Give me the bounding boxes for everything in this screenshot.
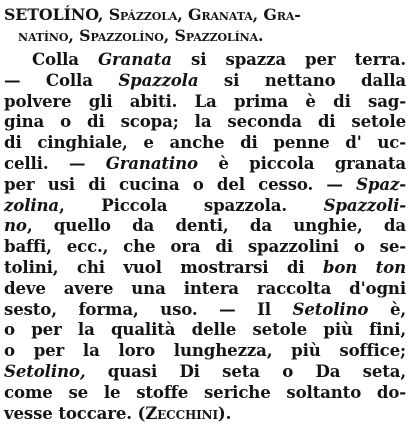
author-citation: Zecchini <box>145 402 218 423</box>
term: no <box>4 215 27 236</box>
headword-line-2: natíno, Spazzolíno, Spazzolína. <box>18 26 264 45</box>
term: Granata <box>98 49 172 69</box>
body-line: come se le stoffe seriche soltanto do- <box>4 381 406 402</box>
dictionary-entry <box>4 4 406 423</box>
term: Setolino <box>292 298 369 319</box>
body-line: o per la qualità delle setole più fini, <box>4 319 406 340</box>
term: bon ton <box>322 256 406 277</box>
body-line: tolini, chi vuol mostrarsi di bon ton <box>4 256 406 277</box>
term: Spaz- <box>356 173 406 194</box>
body-line: celli. — Granatino è piccola granata <box>4 152 406 173</box>
body-line: no, quello da denti, da unghie, da <box>4 215 406 236</box>
term: Setolino, <box>4 360 86 381</box>
body-line: deve avere una intera raccolta d'ogni <box>4 277 406 298</box>
term: zolina <box>4 194 60 215</box>
term: Spazzola <box>118 69 199 90</box>
headword-line-1 <box>4 4 406 25</box>
term: Spazzoli- <box>323 194 406 215</box>
body-line: baffi, ecc., che ora di spazzolini o se- <box>4 236 406 257</box>
body-line: sesto, forma, uso. — Il Setolino è, <box>4 298 406 319</box>
body-line: di cinghiale, e anche di penne d' uc- <box>4 132 406 153</box>
headword-variants: Spázzola, Granata, Gra- <box>108 5 301 24</box>
term: Granatino <box>105 152 198 173</box>
body-line: — Colla Spazzola si nettano dalla <box>4 69 406 90</box>
body-line: Setolino, quasi Di seta o Da seta, <box>4 360 406 381</box>
body-line: gina o di scopa; la seconda di setole <box>4 111 406 132</box>
headword-main: SETOLÍNO, <box>4 5 109 24</box>
body-line: Colla Granata si spazza per terra. <box>32 49 406 69</box>
entry-headwords <box>4 4 406 46</box>
body-line: o per la loro lunghezza, più soffice; <box>4 340 406 361</box>
entry-body <box>4 49 406 423</box>
body-line: polvere gli abiti. La prima è di sag- <box>4 90 406 111</box>
body-line: zolina, Piccola spazzola. Spazzoli- <box>4 194 406 215</box>
body-line: per usi di cucina o del cesso. — Spaz- <box>4 173 406 194</box>
body-line: vesse toccare. (Zecchini). <box>4 402 232 423</box>
